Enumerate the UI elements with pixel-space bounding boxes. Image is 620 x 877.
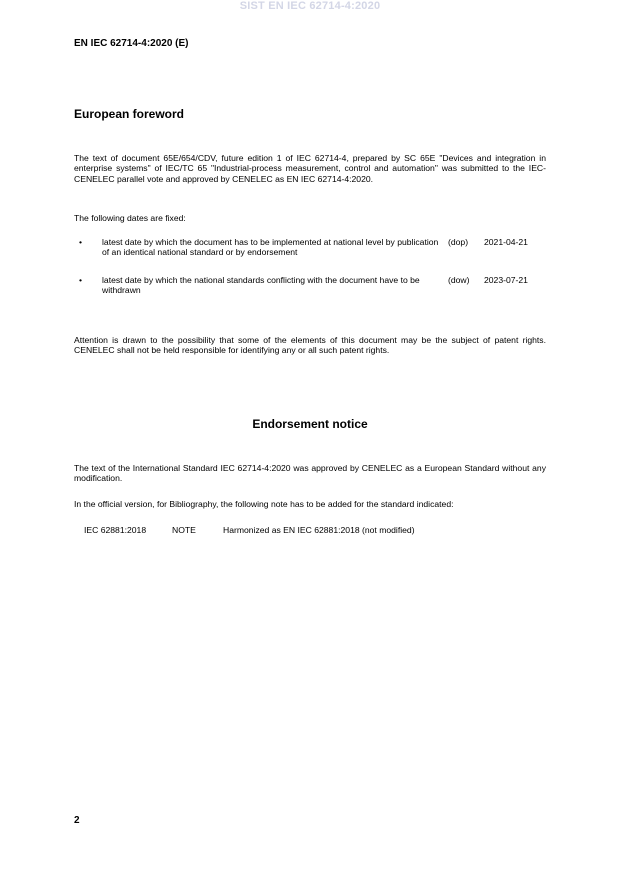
bullet-icon: •	[79, 237, 83, 247]
document-id: EN IEC 62714-4:2020 (E)	[74, 38, 189, 49]
note-reference: IEC 62881:2018	[84, 525, 147, 535]
endorsement-title: Endorsement notice	[252, 417, 368, 431]
date-row-date: 2021-04-21	[484, 237, 528, 247]
watermark: SIST EN IEC 62714-4:2020	[239, 0, 381, 12]
note-text: Harmonized as EN IEC 62881:2018 (not modified)	[223, 525, 415, 535]
foreword-title: European foreword	[74, 107, 185, 121]
foreword-intro-paragraph: The text of document 65E/654/CDV, future edition 1 of IEC 62714-4, prepared by SC 65E "Devices and integration in enterprise systems" of IEC/TC 65 "Industrial-process measurement, control and automation" was submitted to the IEC-CENELEC parallel vote and approved by CENELEC as EN IEC 62714-4:2020.	[74, 153, 546, 184]
endorsement-approval-paragraph: The text of the International Standard IEC 62714-4:2020 was approved by CENELEC as a European Standard without any modification.	[74, 463, 546, 484]
bibliography-intro-paragraph: In the official version, for Bibliography, the following note has to be added for the standard indicated:	[74, 499, 454, 509]
bullet-icon: •	[79, 275, 83, 285]
patent-notice-paragraph: Attention is drawn to the possibility that some of the elements of this document may be the subject of patent rights. CENELEC shall not be held responsible for identifying any or all such patent rights.	[74, 335, 546, 356]
date-row-abbreviation: (dow)	[448, 275, 470, 285]
dates-intro-paragraph: The following dates are fixed:	[74, 213, 186, 223]
date-row-text: latest date by which the national standards conflicting with the document have to be withdrawn	[102, 275, 420, 296]
note-label: NOTE	[172, 525, 196, 535]
date-row-date: 2023-07-21	[484, 275, 528, 285]
date-row-text: latest date by which the document has to be implemented at national level by publication of an identical national standard or by endorsement	[102, 237, 439, 258]
page-number: 2	[74, 815, 80, 826]
date-row-abbreviation: (dop)	[448, 237, 469, 247]
